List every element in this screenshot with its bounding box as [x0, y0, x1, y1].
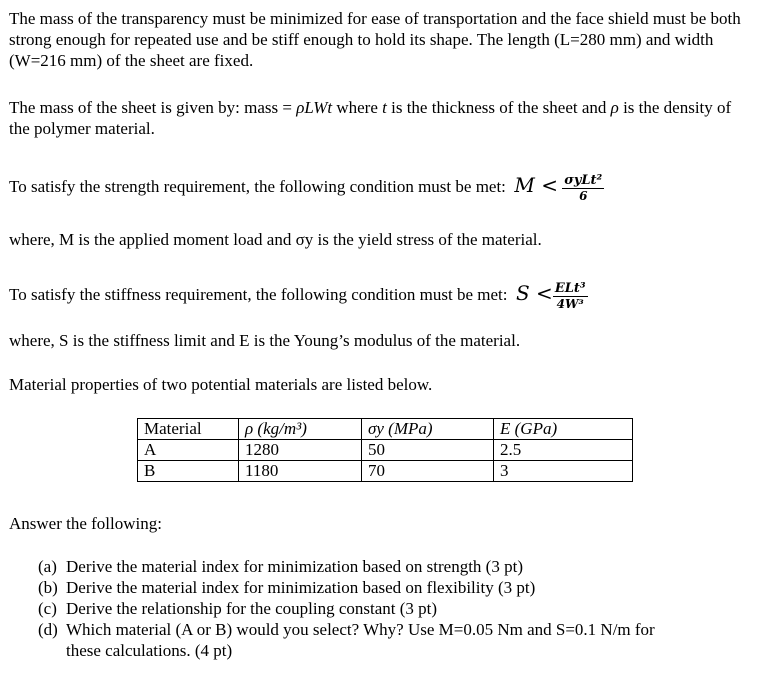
strength-fraction [562, 173, 604, 204]
list-item [38, 577, 753, 598]
table-row [138, 440, 633, 461]
material-properties-table [137, 418, 633, 482]
strength-where: where, M is the applied moment load and σy is the yield stress of the material. [9, 230, 542, 249]
stiffness-condition [9, 276, 754, 312]
list-item [38, 619, 753, 661]
mass-density-symbol: ρ [610, 98, 619, 117]
question-list [38, 556, 753, 661]
strength-lhs: M < [514, 173, 559, 197]
stiffness-text: To satisfy the stiffness requirement, the following condition must be met: [9, 285, 508, 304]
header-yield-stress: σy (MPa) [362, 419, 494, 440]
question-text: Derive the material index for minimization based on flexibility (3 pt) [66, 578, 536, 597]
mass-paragraph [9, 97, 754, 139]
question-text: Derive the material index for minimization based on strength (3 pt) [66, 557, 523, 576]
mass-thickness-symbol: t [382, 98, 387, 117]
list-item [38, 598, 753, 619]
intro-paragraph: The mass of the transparency must be minimized for ease of transportation and the face shield must be both strong enough for repeated use and be stiff enough to hold its shape. The length (L=280 mm) and width (W=216 mm) of the sheet are fixed. [9, 9, 741, 70]
cell-yield-stress: 50 [362, 440, 494, 461]
cell-density: 1280 [239, 440, 362, 461]
stiffness-lhs: S < [516, 281, 553, 305]
mass-suffix: is the density of the polymer material. [9, 98, 732, 138]
stiffness-numerator: ELt³ [554, 280, 586, 296]
cell-material: A [138, 440, 239, 461]
header-youngs-modulus: E (GPa) [494, 419, 633, 440]
stiffness-denominator: 4W³ [556, 296, 584, 311]
list-item [38, 556, 753, 577]
cell-density: 1180 [239, 461, 362, 482]
stiffness-where: where, S is the stiffness limit and E is the Young’s modulus of the material. [9, 331, 521, 350]
strength-condition [9, 168, 754, 204]
question-text: Which material (A or B) would you select? Why? Use M=0.05 Nm and S=0.1 N/m for [66, 620, 655, 639]
question-text-continued: these calculations. (4 pt) [66, 641, 233, 660]
mass-formula: ρLWt [296, 98, 333, 117]
mass-middle2: is the thickness of the sheet and [386, 98, 611, 117]
strength-text: To satisfy the strength requirement, the following condition must be met: [9, 177, 506, 196]
table-header-row [138, 419, 633, 440]
cell-material: B [138, 461, 239, 482]
cell-yield-stress: 70 [362, 461, 494, 482]
question-label: (d) [38, 620, 58, 639]
strength-numerator: σyLt² [564, 172, 603, 188]
question-label: (b) [38, 578, 58, 597]
question-label: (c) [38, 599, 57, 618]
cell-youngs-modulus: 3 [494, 461, 633, 482]
table-intro: Material properties of two potential materials are listed below. [9, 375, 433, 394]
mass-middle: where [332, 98, 383, 117]
stiffness-fraction [553, 281, 588, 312]
question-label: (a) [38, 557, 57, 576]
header-density: ρ (kg/m³) [239, 419, 362, 440]
cell-youngs-modulus: 2.5 [494, 440, 633, 461]
header-material: Material [138, 419, 239, 440]
mass-prefix: The mass of the sheet is given by: mass = [9, 98, 297, 117]
answer-heading: Answer the following: [9, 514, 162, 533]
strength-denominator: 6 [579, 188, 588, 203]
question-text: Derive the relationship for the coupling constant (3 pt) [66, 599, 438, 618]
table-row [138, 461, 633, 482]
